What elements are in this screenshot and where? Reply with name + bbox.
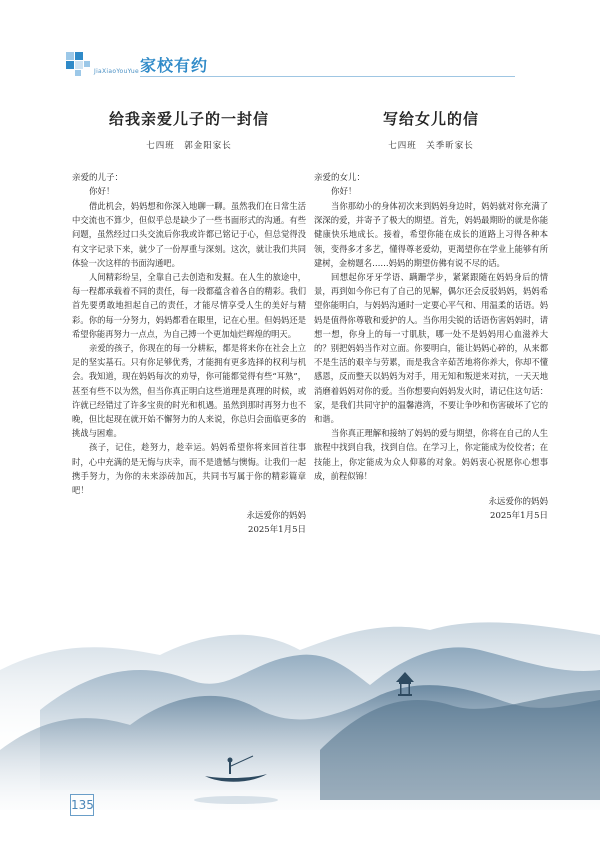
letter-paragraph: 亲爱的孩子，你现在的每一分耕耘，都是将来你在社会上立足的坚实基石。只有你足够优秀，才能拥有更多选择的权利与机会。我知道，现在妈妈每次的劝导，你可能都觉得有些“耳熟”，甚至有些不以为然，但当你真正明白这些道理是真理的时候，或许就已经错过了许多宝贵的时光和机遇。虽然到那时再努力也不晚，但比起现在就开始不懈努力的人来说，你总归会面临更多的挑战与困难。 [72,343,306,439]
letter-date: 2025年1月5日 [490,511,548,522]
letter-author: 七四班 郭金阳家长 [146,141,232,151]
letter-title: 给我亲爱儿子的一封信 [108,110,269,128]
water-reflection [194,796,278,804]
letter-paragraph: 人间精彩纷呈，全靠自己去创造和发掘。在人生的旅途中，每一程都承载着不同的责任，每一段都蕴含着各自的精彩。我们首先要勇敢地担起自己的责任，才能尽情享受人生的美好与精彩。你的每一分努力，妈妈都看在眼里，记在心里。但妈妈还是希望你能再努力一点点，为自己搏一个更加灿烂辉煌的明天。 [72,272,306,339]
letter-to-daughter [314,108,548,523]
signature-block [72,509,306,537]
letter-greeting: 你好！ [331,187,357,197]
logo-square [75,70,81,76]
page-header [66,52,506,78]
letter-salutation: 亲爱的儿子： [72,173,124,183]
letter-paragraph: 当你那幼小的身体初次来到妈妈身边时，妈妈就对你充满了深深的爱，并寄予了极大的期望。首先，妈妈最期盼的就是你能健康快乐地成长。接着，希望你能在成长的道路上习得各种本领，变得多才多艺，懂得尊老爱幼，更渴望你在学业上能够有所建树，金榜题名……妈妈的期望仿佛有说不尽的话。 [314,201,548,268]
logo-square [75,61,83,69]
letter-paragraph: 回想起你牙牙学语、蹒跚学步，紧紧跟随在妈妈身后的情景，再到如今你已有了自己的见解，偶尔还会反驳妈妈，妈妈希望你能明白，与妈妈沟通时一定要心平气和、用温柔的话语。妈妈是值得你尊敬和爱护的人。当你用尖锐的话语伤害妈妈时，请想一想，你身上的每一寸肌肤，哪一处不是妈妈用心血滋养大的？别把妈妈当作对立面。你要明白，能让妈妈心碎的，从来都不是生活的艰辛与劳累，而是我含辛茹苦地将你养大，你却不懂感恩，反而整天以妈妈为对手，用无知和叛逆来对抗，一天天地消磨着妈妈对你的爱。当你想要向妈妈发火时，请记住这句话：家，是我们共同守护的温馨港湾，不要让争吵和伤害破坏了它的和谐。 [314,272,548,425]
header-divider [140,76,515,77]
letter-salutation: 亲爱的女儿： [314,173,366,183]
letter-date: 2025年1月5日 [248,525,306,536]
logo-square [84,61,90,67]
letter-author: 七四班 关季昕家长 [388,141,474,151]
signature-block [314,495,548,523]
section-title: 家校有约 [140,56,209,75]
letter-title: 写给女儿的信 [382,110,479,128]
letter-to-son [72,108,306,537]
logo-square [66,52,74,60]
page-number: 135 [70,794,94,816]
letter-paragraph: 借此机会，妈妈想和你深入地聊一聊。虽然我们在日常生活中交流也不算少，但似乎总是缺少了一些书面形式的沟通。有些问题，虽然经过口头交流后你我或许都已铭记于心，但总觉得没有文字记录下来，就少了一份厚重与深刻。这次，就让我们共同体验一次这样的书面沟通吧。 [72,201,306,268]
header-english: JiaXiaoYouYue [94,68,139,75]
letter-signature: 永远爱你的妈妈 [246,511,306,522]
logo-square [75,52,83,60]
letter-paragraph: 当你真正理解和接纳了妈妈的爱与期望，你将在自己的人生旅程中找到自我，找到自信。在学习上，你定能成为佼佼者；在技能上，你定能成为众人仰慕的对象。妈妈衷心祝愿你心想事成，前程似锦！ [314,428,548,481]
letter-paragraph: 孩子，记住，趁努力，趁幸运。妈妈希望你将来回首往事时，心中充满的是无悔与庆幸，而不是遗憾与懊悔。让我们一起携手努力，为你的未来添砖加瓦，共同书写属于你的精彩篇章吧！ [72,442,306,496]
letter-greeting: 你好！ [89,187,115,197]
letter-signature: 永远爱你的妈妈 [488,497,548,508]
logo-square [66,61,74,69]
